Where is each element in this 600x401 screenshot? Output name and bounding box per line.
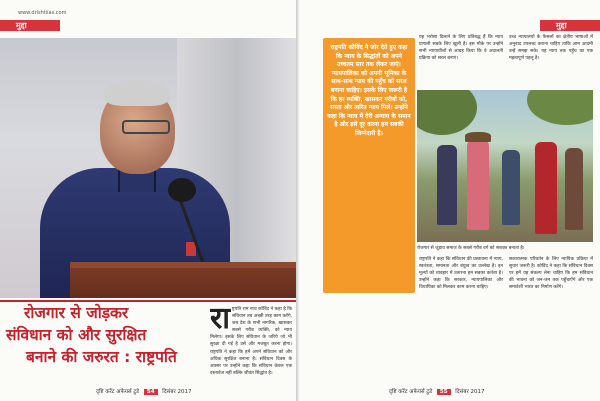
section-tag	[0, 20, 60, 31]
right-bottom-column-1	[419, 256, 503, 376]
podium	[70, 268, 297, 298]
right-bottom-text-1: राष्ट्रपति ने कहा कि संविधान की प्रस्तावना में न्याय, स्वतंत्रता, समानता और बंधुत्व का उल्लेख है। इन मूल्यों को व्यवहार में उतारना हम सबका कर्तव्य है। उन्होंने कहा कि सरकार, न्यायपालिका और विधायिका को मिलकर काम करना चाहिए।	[419, 257, 503, 291]
section-tag-right	[540, 20, 600, 31]
worker-figure	[565, 148, 583, 230]
president-photo	[0, 38, 297, 298]
tree-foliage	[527, 90, 593, 125]
section-label-right: मुद्दा	[556, 21, 567, 30]
article-column-1	[210, 306, 292, 382]
left-footer	[96, 387, 191, 395]
section-label: मुद्दा	[16, 21, 27, 30]
left-page	[0, 0, 298, 401]
workers-photo	[417, 90, 593, 242]
page-number: 54	[144, 389, 158, 395]
headline-line-2: संविधान को और सुरक्षित	[6, 326, 147, 344]
speaker-glasses	[122, 120, 170, 134]
page-number: 55	[437, 389, 451, 395]
right-footer	[389, 387, 484, 395]
worker-figure	[467, 140, 489, 230]
pull-quote-text: राष्ट्रपति कोविंद ने जोर देते हुए कहा कि न्याय के सिद्धांतों को अपने उच्चतम स्तर तक लेकर जाएं। न्यायपालिका को अपनी भूमिका के साथ-साथ न्याय की पहुँच को सरल बनाना चाहिए। इसके लिए जरूरी है कि हर व्यक्ति, खासकर गरीबों को, सस्ता और त्वरित न्याय मिले। उन्होंने कहा कि न्याय में देरी अन्याय के समान है और इसे दूर करना हम सबकी जिम्मेदारी है।	[327, 44, 411, 137]
right-bottom-text-2: सकारात्मक परिवर्तन के लिए न्यायिक प्रक्रिया में सुधार जरूरी है। कोविंद ने कहा कि संविधान दिवस पर हमें यह संकल्प लेना चाहिए कि हम संविधान की भावना को जन-जन तक पहुँचाएँगे और एक समावेशी भारत का निर्माण करेंगे।	[509, 257, 593, 291]
footer-month: दिसंबर 2017	[162, 389, 192, 395]
right-top-text-1: यह भरोसा दिलाने के लिए प्रतिबद्ध हैं कि न्याय प्रणाली सबके लिए खुली है। इस मौके पर उन्होंने सभी न्यायाधीशों से आग्रह किया कि वे अदालती प्रक्रिया को सरल बनाएं।	[419, 35, 503, 62]
worker-figure	[437, 145, 457, 225]
speaker-hair	[104, 80, 170, 106]
site-url: www.drishtiias.com	[18, 10, 67, 16]
pull-quote-box	[323, 38, 415, 293]
worker-figure	[502, 150, 520, 225]
photo-caption: रोजगार से जुड़ाव समाज के सबसे गरीब वर्ग को सशक्त बनाता है।	[417, 246, 525, 251]
footer-publication: दृष्टि करेंट अफेयर्स टुडे	[389, 389, 433, 395]
right-top-column-2	[509, 34, 593, 88]
right-top-text-2: उच्च न्यायालयों के फैसलों का क्षेत्रीय भाषाओं में अनुवाद उपलब्ध कराना चाहिए ताकि आम आदमी उन्हें समझ सके। यह न्याय तक पहुँच का एक महत्वपूर्ण पहलू है।	[509, 35, 593, 62]
right-top-column-1	[419, 34, 503, 88]
headline-line-1: रोजगार से जोड़कर	[24, 304, 129, 322]
footer-month: दिसंबर 2017	[455, 389, 485, 395]
right-page	[299, 0, 600, 401]
right-bottom-column-2	[509, 256, 593, 376]
headline-line-3: बनाने की जरुरत : राष्ट्रपति	[26, 348, 177, 366]
footer-publication: दृष्टि करेंट अफेयर्स टुडे	[96, 389, 140, 395]
drop-cap: रा	[210, 306, 231, 336]
column-1-text: ष्ट्रपति राम नाथ कोविंद ने कहा है कि संविधान तब अच्छी तरह काम करेंगे, जब देश के सभी नागरिक, खासकर सबसे गरीब व्यक्ति, को न्याय मिलेगा। इसके लिए संविधान के जरिये जो भी सुरक्षा दी गई है उसे और मजबूत करना होगा। राष्ट्रपति ने कहा कि हमें अपने संविधान को और अधिक सुरक्षित बनाना है। संविधान दिवस के अवसर पर उन्होंने कहा कि संविधान केवल एक दस्तावेज नहीं बल्कि जीवंत सिद्धांत है।	[210, 307, 292, 376]
tree-foliage	[417, 90, 477, 135]
microphone-icon	[168, 178, 196, 202]
worker-figure	[535, 142, 557, 234]
basket-icon	[465, 132, 491, 142]
